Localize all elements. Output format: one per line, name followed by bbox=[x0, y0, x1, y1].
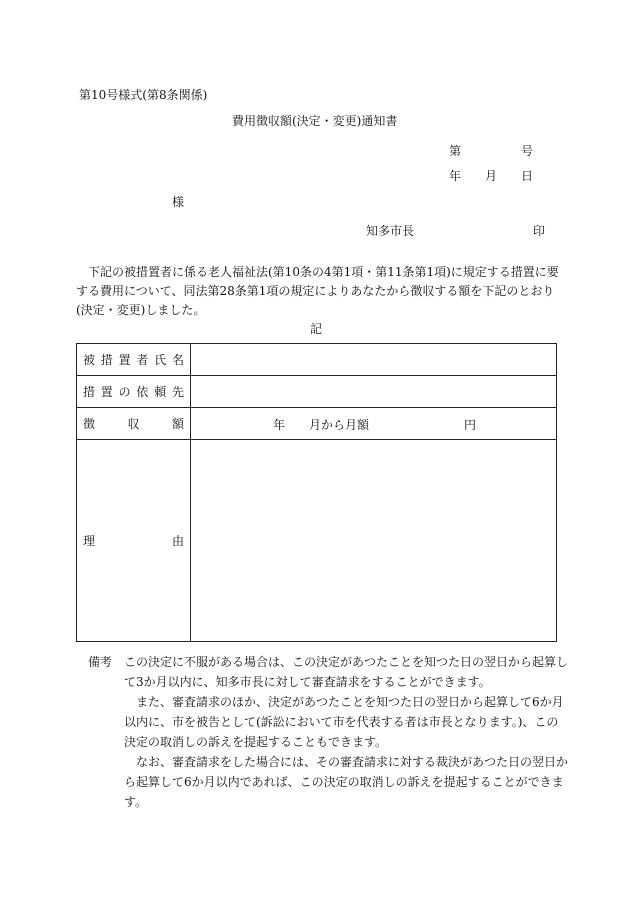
label-collection-amount bbox=[77, 415, 190, 432]
remarks-paragraph: この決定に不服がある場合は、この決定があつたことを知つた日の翌日から起算して3か月以内に、知多市長に対して審査請求をすることができます。 bbox=[124, 655, 569, 689]
addressee-suffix: 様 bbox=[172, 195, 185, 209]
remarks-body bbox=[124, 652, 568, 812]
label-char: 置 bbox=[118, 353, 131, 367]
label-cell bbox=[77, 440, 191, 642]
label-cell bbox=[77, 408, 191, 440]
request-destination-field[interactable] bbox=[191, 376, 557, 408]
label-person-name bbox=[77, 351, 190, 368]
remarks-heading: 備考 bbox=[88, 655, 113, 669]
label-char: 頼 bbox=[154, 385, 167, 399]
remarks-paragraph: なお、審査請求をした場合には、その審査請求に対する裁決があつた日の翌日から起算して6か月以内であれば、この決定の取消しの訴えを提起することができます。 bbox=[124, 755, 569, 809]
number-prefix: 第 bbox=[449, 144, 462, 158]
label-char: 被 bbox=[83, 353, 96, 367]
label-char: 措 bbox=[83, 385, 96, 399]
amount-month-from: 月から月額 bbox=[309, 418, 370, 432]
table-row bbox=[77, 376, 557, 408]
label-char: 徴 bbox=[83, 417, 96, 431]
remarks-section bbox=[88, 652, 568, 812]
label-char: 理 bbox=[83, 534, 96, 548]
label-char: 先 bbox=[171, 385, 184, 399]
amount-year: 年 bbox=[273, 418, 286, 432]
issuer-name: 知多市長 bbox=[366, 224, 415, 238]
date-month: 月 bbox=[485, 169, 498, 183]
ki-heading: 記 bbox=[310, 322, 323, 336]
label-char: 置 bbox=[100, 385, 113, 399]
form-number: 第10号様式(第8条関係) bbox=[79, 88, 208, 102]
reason-field[interactable] bbox=[191, 440, 557, 642]
body-paragraph bbox=[76, 263, 566, 320]
label-reason bbox=[77, 532, 190, 549]
date-day: 日 bbox=[521, 169, 534, 183]
label-cell bbox=[77, 376, 191, 408]
amount-line bbox=[191, 408, 556, 439]
collection-amount-field[interactable] bbox=[191, 408, 557, 440]
seal-mark: 印 bbox=[533, 224, 546, 238]
label-char: 措 bbox=[100, 353, 113, 367]
remarks-paragraph: また、審査請求のほか、決定があつたことを知つた日の翌日から起算して6か月以内に、市を被告として(訴訟において市を代表する者は市長となります。)、この決定の取消しの訴えを提起することもできます。 bbox=[124, 695, 564, 749]
date-year: 年 bbox=[449, 169, 462, 183]
table-row bbox=[77, 440, 557, 642]
label-request-destination bbox=[77, 383, 190, 400]
amount-yen: 円 bbox=[464, 418, 477, 432]
document-title: 費用徴収額(決定・変更)通知書 bbox=[232, 114, 398, 128]
label-char: 者 bbox=[136, 353, 149, 367]
label-char: 依 bbox=[136, 385, 149, 399]
label-char: 名 bbox=[171, 353, 184, 367]
label-char: 氏 bbox=[154, 353, 167, 367]
table-row bbox=[77, 408, 557, 440]
number-suffix: 号 bbox=[521, 144, 534, 158]
info-table bbox=[76, 343, 557, 642]
label-char: 由 bbox=[171, 534, 184, 548]
body-paragraph-text: 下記の被措置者に係る老人福祉法(第10条の4第1項・第11条第1項)に規定する措置に要する費用について、同法第28条第1項の規定によりあなたから徴収する額を下記のとおり(決定・変更)しました。 bbox=[76, 265, 559, 317]
label-char: 額 bbox=[171, 417, 184, 431]
label-cell bbox=[77, 344, 191, 376]
person-name-field[interactable] bbox=[191, 344, 557, 376]
table-row bbox=[77, 344, 557, 376]
label-char: の bbox=[118, 385, 131, 399]
label-char: 収 bbox=[127, 417, 140, 431]
